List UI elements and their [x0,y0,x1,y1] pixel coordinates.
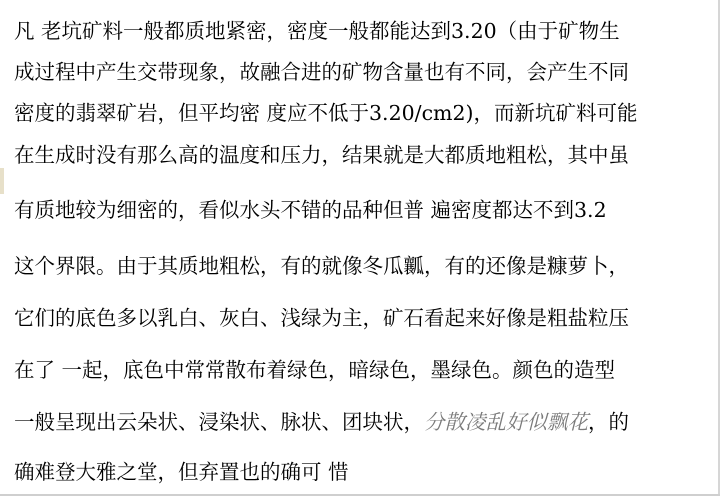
text-line-4: 在生成时没有那么高的温度和压力，结果就是大都质地粗松，其中虽 [14,143,629,167]
text-line-6: 这个界限。由于其质地粗松，有的就像冬瓜瓤，有的还像是糠萝卜， [14,254,629,278]
text-line-10: 确难登大雅之堂，但弃置也的确可 惜 [14,460,349,484]
text-line-1: 凡 老坑矿料一般都质地紧密，密度一般都能达到3.20（由于矿物生 [14,19,620,43]
text-line-2: 成过程中产生交带现象，故融合进的矿物含量也有不同，会产生不同 [14,60,629,84]
text-line-3: 密度的翡翠矿岩，但平均密 度应不低于3.20/cm2)，而新坑矿料可能 [14,101,638,125]
text-line-9-main: 一般呈现出云朵状、浸染状、脉状、团块状， [14,410,424,434]
text-line-9 [14,402,714,442]
text-line-8: 在了 一起，底色中常常散布着绿色，暗绿色，墨绿色。颜色的造型 [14,358,616,382]
margin-marker [0,168,4,194]
text-line-7: 它们的底色多以乳白、灰白、浅绿为主，矿石看起来好像是粗盐粒压 [14,306,629,330]
text-line-5: 有质地较为细密的，看似水头不错的品种但普 遍密度都达不到3.2 [14,198,607,222]
text-line-9-faded: 分散凌乱好似飘花 [424,410,588,434]
text-line-9-tail: ，的 [588,410,629,434]
